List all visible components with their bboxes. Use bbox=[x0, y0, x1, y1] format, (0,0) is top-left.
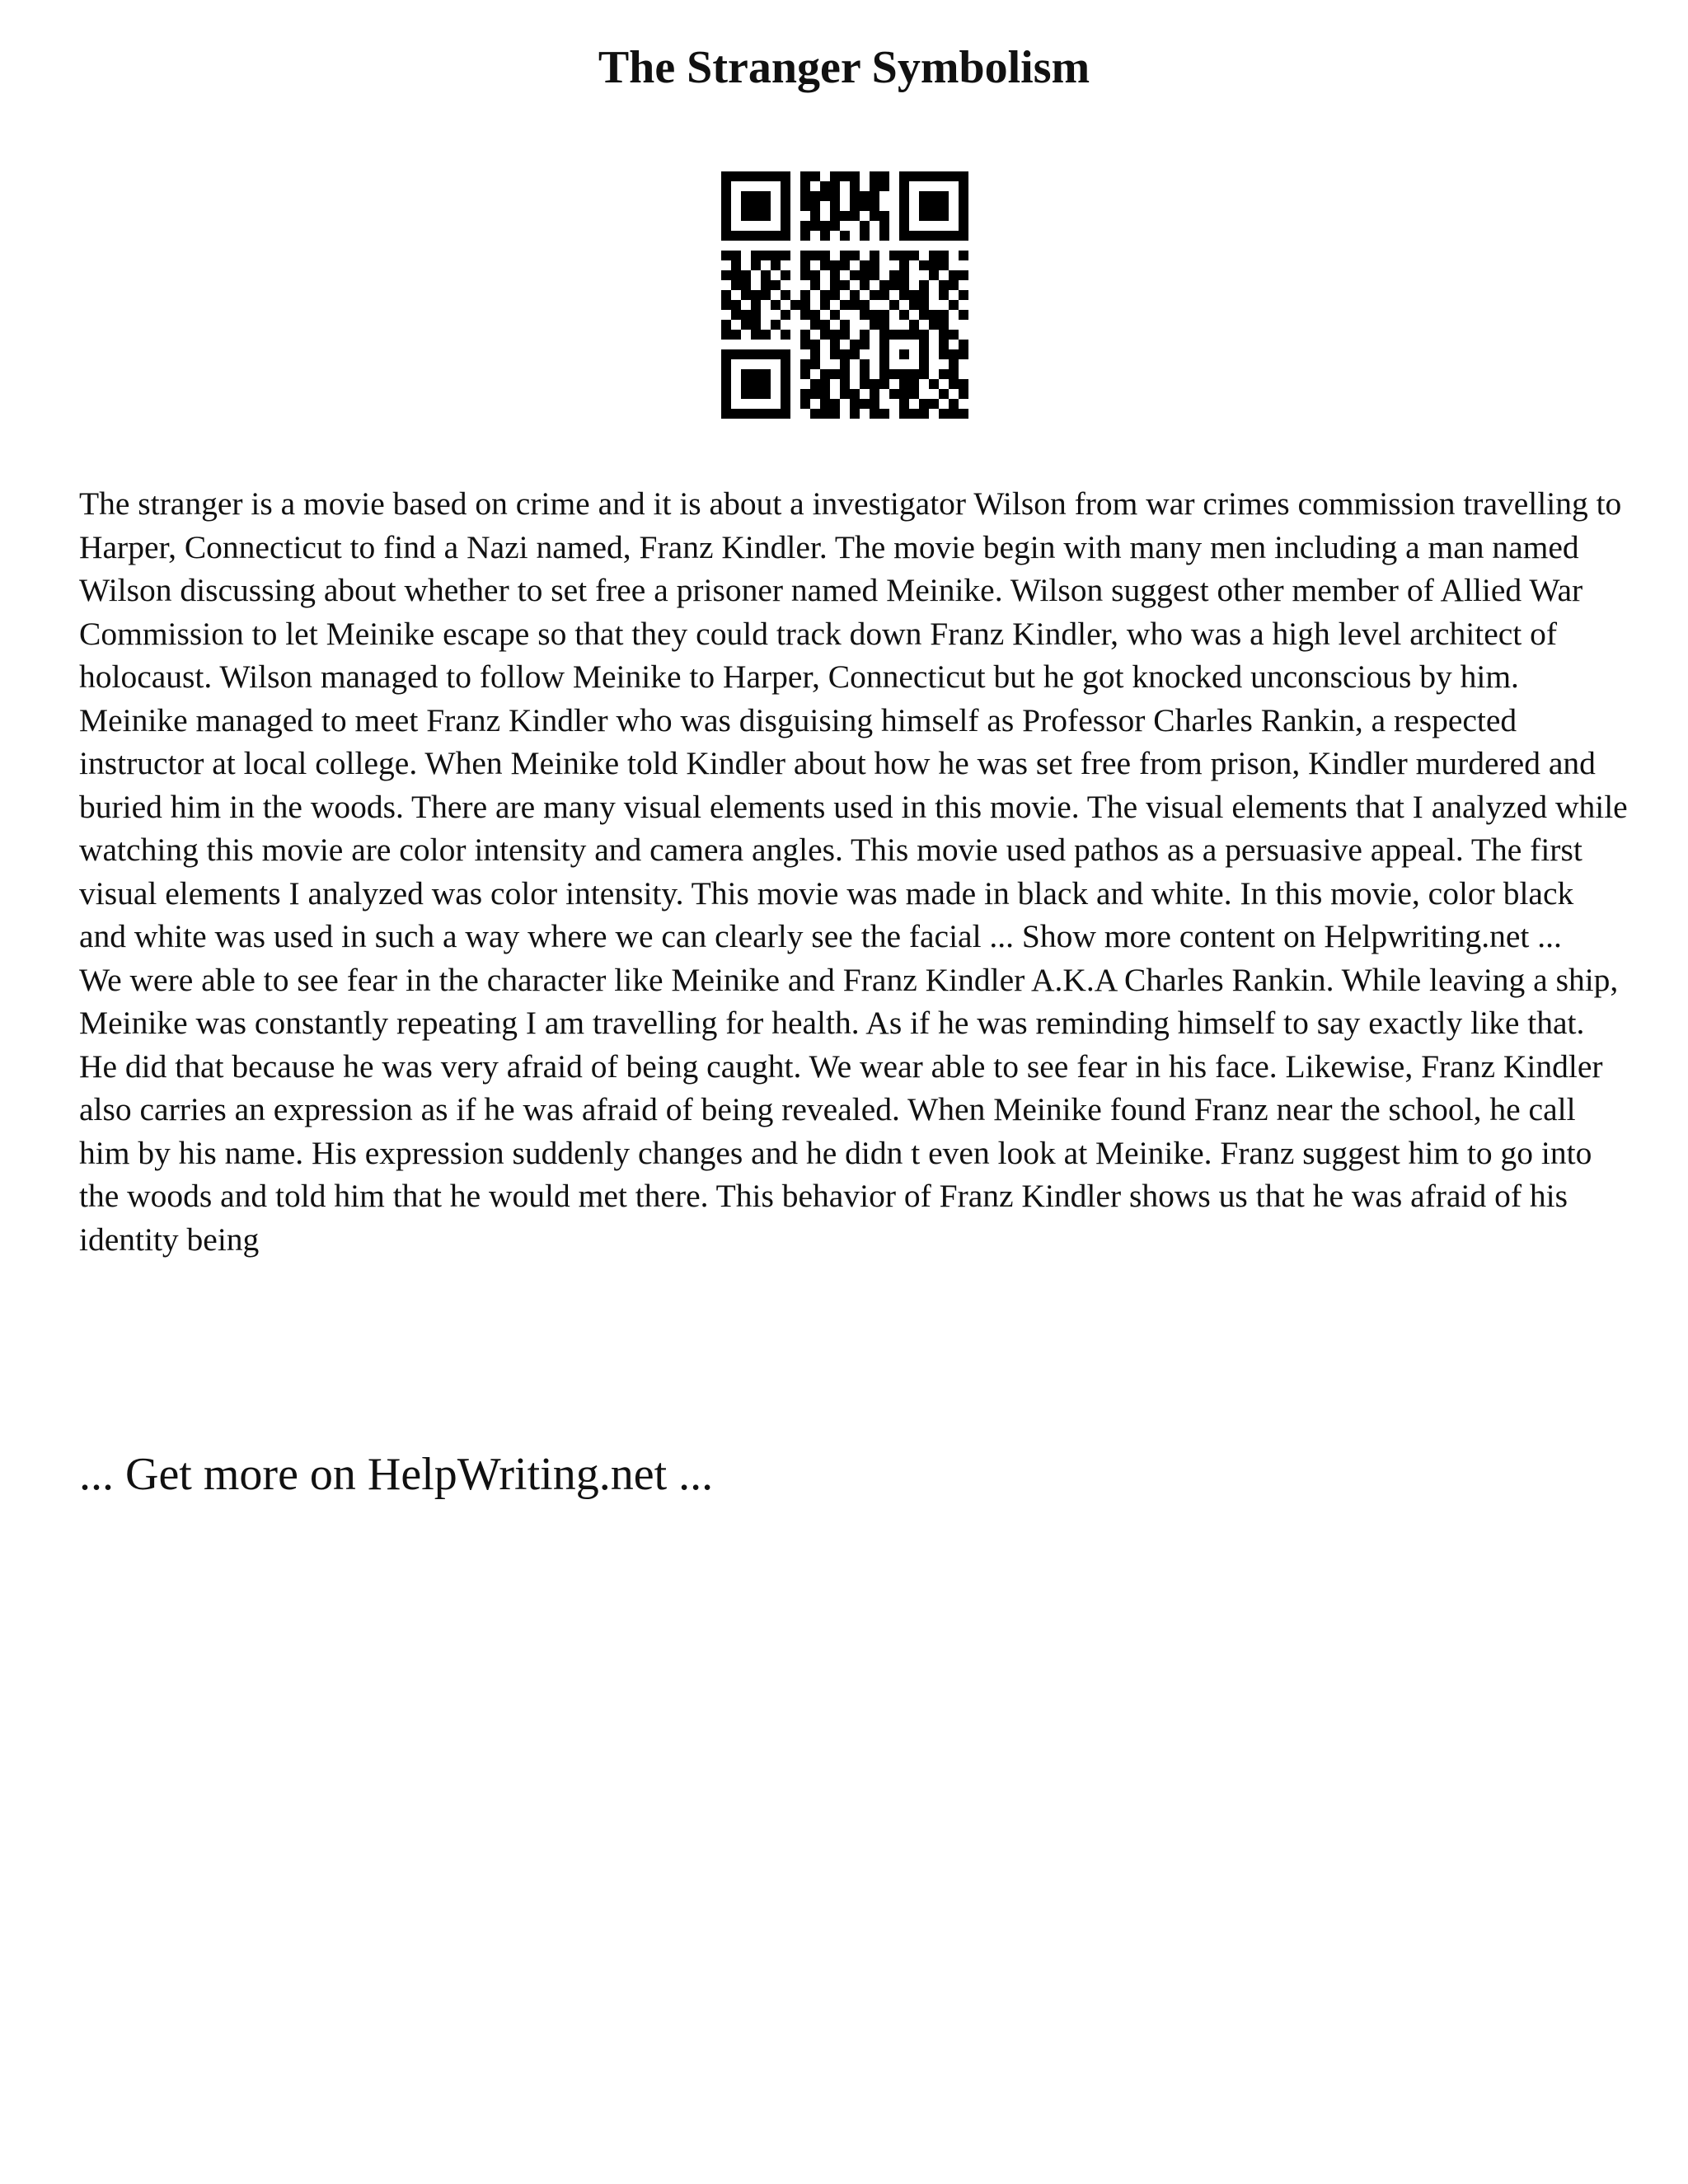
body-text bbox=[79, 482, 1629, 1261]
page-title: The Stranger Symbolism bbox=[598, 42, 1090, 93]
qr-code-icon bbox=[721, 171, 968, 419]
paragraph-summary: The stranger is a movie based on crime and it is about a investigator Wilson from war crimes commission travelling to Harper, Connecticut to find a Nazi named, Franz Kindler. The movie begin with many men including a man named Wilson discussing about whether to set free a prisoner named Meinike. Wilson suggest other member of Allied War Commission to let Meinike escape so that they could track down Franz Kindler, who was a high level architect of holocaust. Wilson managed to follow Meinike to Harper, Connecticut but he got knocked unconscious by him. Meinike managed to meet Franz Kindler who was disguising himself as Professor Charles Rankin, a respected instructor at local college. When Meinike told Kindler about how he was set free from prison, Kindler murdered and buried him in the woods. There are many visual elements used in this movie. The visual elements that I analyzed while watching this movie are color intensity and camera angles. This movie used pathos as a persuasive appeal. The first visual elements I analyzed was color intensity. This movie was made in black and white. In this movie, color black and white was used in such a way where we can clearly see the facial ... Show more content on Helpwriting.net ... bbox=[79, 485, 1628, 954]
get-more-link[interactable]: ... Get more on HelpWriting.net ... bbox=[79, 1449, 714, 1500]
paragraph-analysis: We were able to see fear in the character like Meinike and Franz Kindler A.K.A Charles Rankin. While leaving a ship, Meinike was constantly repeating I am travelling for health. As if he was reminding himself to say exactly like that. He did that because he was very afraid of being caught. We wear able to see fear in his face. Likewise, Franz Kindler also carries an expression as if he was afraid of being revealed. When Meinike found Franz near the school, he call him by his name. His expression suddenly changes and he didn t even look at Meinike. Franz suggest him to go into the woods and told him that he would met there. This behavior of Franz Kindler shows us that he was afraid of his identity being bbox=[79, 961, 1619, 1258]
